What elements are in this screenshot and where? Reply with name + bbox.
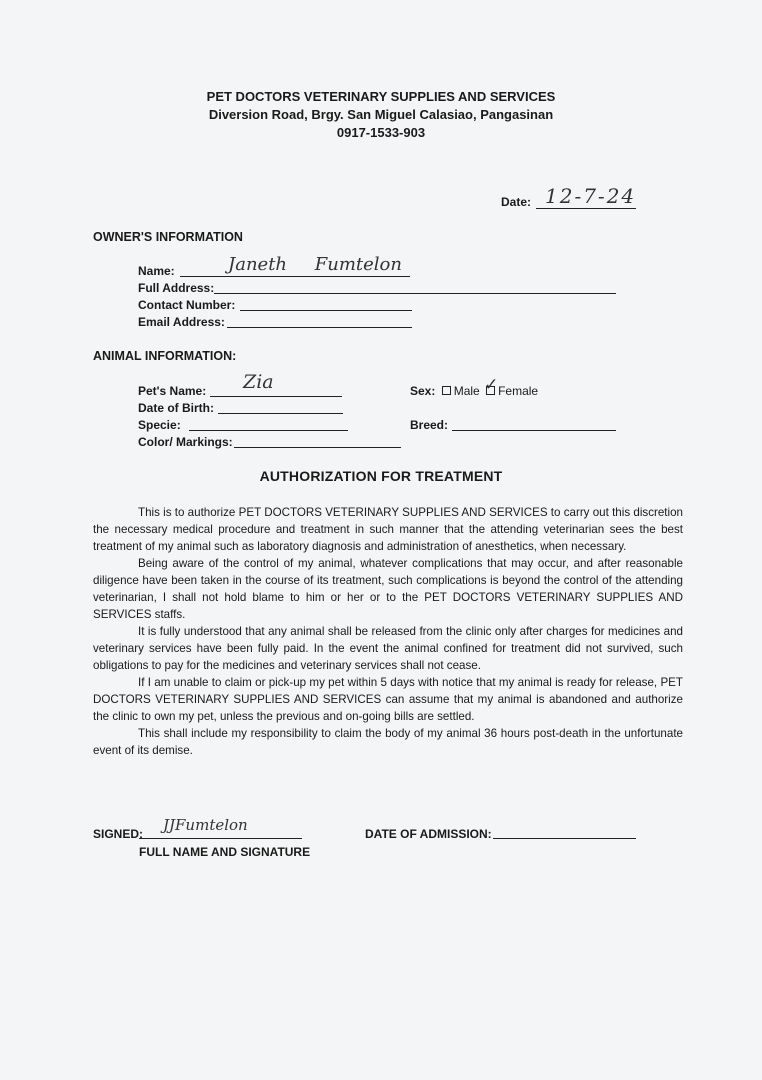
animal-heading: ANIMAL INFORMATION: [93, 349, 237, 363]
paragraph: Being aware of the control of my animal, whatever complications that may occur, and after reasonable diligence have been taken in the course of its treatment, such complications is beyond the control of the attending veterinarian, I shall not hold blame to him or her or to the PET DOCTORS VETERINARY SUPPLIES AND SERVICES staffs. [93, 557, 683, 621]
paragraph: This is to authorize PET DOCTORS VETERINARY SUPPLIES AND SERVICES to carry out this discretion the necessary medical procedure and treatment in such manner that the attending veterinarian sees the best treatment of my animal such as laboratory diagnosis and administration of anesthetics, when necessary. [93, 506, 683, 553]
owner-email-line [227, 327, 412, 328]
date-value: 12-7-24 [545, 184, 637, 208]
pet-name-value: Zia [243, 371, 274, 393]
clinic-phone: 0917-1533-903 [336, 125, 426, 140]
date-line [536, 208, 636, 209]
admission-line [493, 838, 636, 839]
owner-contact-label: Contact Number: [138, 298, 236, 312]
owner-name-label: Name: [138, 264, 175, 278]
owner-name-line [180, 276, 410, 277]
authorization-title: AUTHORIZATION FOR TREATMENT [259, 468, 503, 484]
authorization-text [93, 504, 683, 759]
breed-line [452, 430, 616, 431]
paragraph: This shall include my responsibility to claim the body of my animal 36 hours post-death in the unfortunate event of its demise. [93, 727, 683, 757]
signature-value: JJFumtelon [163, 816, 248, 834]
owner-address-line [214, 293, 616, 294]
color-label: Color/ Markings: [138, 435, 233, 449]
owner-name-value: Janeth Fumtelon [228, 254, 402, 275]
dob-line [218, 413, 343, 414]
paragraph: It is fully understood that any animal shall be released from the clinic only after charges for medicines and veterinary services have been fully paid. In the event the animal confined for treatment did not survived, such obligations to pay for the medicines and veterinary services shall not cease. [93, 625, 683, 672]
dob-label: Date of Birth: [138, 401, 214, 415]
signed-label: SIGNED: [93, 827, 144, 841]
breed-label: Breed: [410, 418, 449, 432]
clinic-address: Diversion Road, Brgy. San Miguel Calasiao, Pangasinan [208, 107, 554, 122]
sex-female-option[interactable] [484, 375, 539, 398]
date-label: Date: [501, 195, 532, 209]
female-label: Female [498, 384, 539, 398]
clinic-name: PET DOCTORS VETERINARY SUPPLIES AND SERVICES [206, 89, 556, 104]
specie-line [189, 430, 348, 431]
owner-contact-line [240, 310, 412, 311]
pet-name-line [210, 396, 342, 397]
male-checkbox[interactable] [442, 386, 451, 395]
sex-male-option[interactable] [442, 384, 483, 398]
sex-field [410, 375, 539, 398]
specie-label: Specie: [138, 418, 181, 432]
male-label: Male [453, 384, 480, 398]
owner-address-label: Full Address: [138, 281, 215, 295]
signature-line [139, 838, 302, 839]
signature-caption: FULL NAME AND SIGNATURE [139, 845, 311, 859]
owner-email-label: Email Address: [138, 315, 225, 329]
check-mark-icon: ✓ [484, 375, 499, 395]
color-line [234, 447, 401, 448]
paragraph: If I am unable to claim or pick-up my pet within 5 days with notice that my animal is ready for release, PET DOCTORS VETERINARY SUPPLIES AND SERVICES can assume that my animal is abandoned and authorize the clinic to own my pet, unless the previous and on-going bills are settled. [93, 676, 683, 723]
admission-label: DATE OF ADMISSION: [365, 827, 492, 841]
owner-heading: OWNER'S INFORMATION [93, 230, 243, 244]
pet-name-label: Pet's Name: [138, 384, 207, 398]
sex-label: Sex: [410, 384, 436, 398]
